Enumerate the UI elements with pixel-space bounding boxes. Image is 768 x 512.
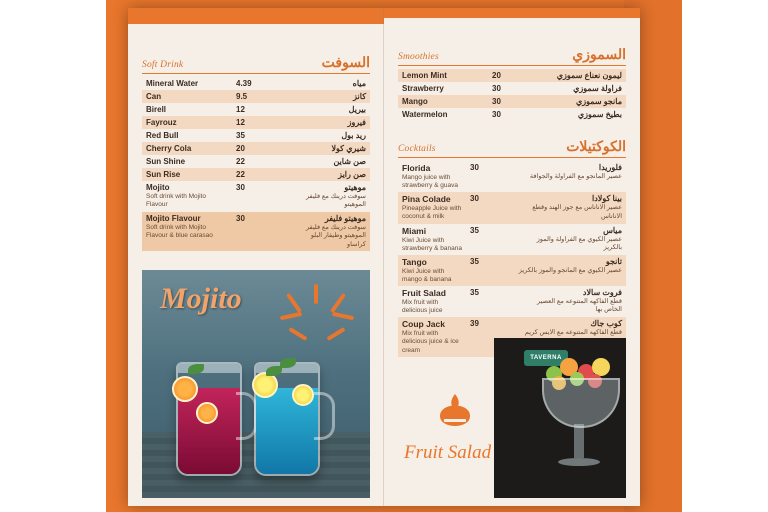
item-price: 35 [466, 255, 514, 286]
table-row [142, 116, 370, 129]
item-name-ar: مياه [352, 79, 366, 88]
item-name: Sun Shine [146, 157, 186, 166]
section-cocktails [398, 138, 626, 357]
table-row [398, 286, 626, 317]
table-row [398, 69, 626, 82]
fruit-salad-glass [542, 354, 616, 482]
smoothies-table [398, 69, 626, 121]
item-description-ar: قطع الفاكهه المتنوعه مع الايس كريم [524, 329, 622, 337]
item-description: Mango juice with strawberry & guava [402, 174, 458, 190]
item-label-ar: تانجو [605, 256, 622, 266]
item-label: Coup Jack [402, 319, 445, 330]
item-name-ar [514, 286, 626, 317]
item-label-ar: بينا كولادا [591, 194, 622, 204]
section-header-soft-drink [142, 54, 370, 74]
item-price: 35 [236, 131, 245, 140]
table-row [142, 181, 370, 212]
item-name-ar: فيروز [286, 116, 370, 129]
item-description: Soft drink with Mojito Flavour [146, 193, 206, 209]
fruit-salad-photo [398, 338, 626, 498]
item-price: 35 [470, 225, 479, 235]
background-band-left [0, 0, 106, 512]
taverna-logo-icon [432, 386, 478, 432]
item-price: 22 [236, 157, 245, 166]
item-label-ar: موهيتو فليفر [324, 213, 366, 223]
table-row [398, 255, 626, 286]
item-name: Lemon Mint [398, 69, 488, 82]
item-price: 30 [488, 95, 542, 108]
item-description-ar: سوفت درينك مع فليفر الموهيتو وطيفار البلو كراساو [305, 223, 366, 248]
item-description: Kiwi Juice with strawberry & banana [402, 236, 462, 252]
item-description-ar: عصير الكيوي مع المانجو والموز بالكريز [518, 266, 622, 274]
item-label: Fruit Salad [402, 288, 446, 298]
item-description-ar: عصير الكيوي مع الفراولة والموز بالكريز [536, 235, 622, 251]
item-name [142, 181, 232, 212]
item-description: Mix fruit with delicious juice & ice cream [402, 330, 459, 354]
section-title-en: Cocktails [398, 144, 436, 154]
item-label-ar: كوب جاك [590, 319, 622, 329]
item-name [398, 161, 466, 192]
item-price: 20 [488, 69, 542, 82]
table-row [398, 192, 626, 223]
section-title-ar: السوفت [321, 54, 370, 70]
item-price: 4.39 [236, 79, 252, 88]
table-row [142, 103, 370, 116]
item-name: Sun Rise [142, 168, 232, 181]
item-price: 39 [466, 317, 514, 356]
glass-stem [574, 424, 584, 458]
item-name: Mango [398, 95, 488, 108]
section-title-en: Smoothies [398, 52, 439, 62]
section-header-smoothies [398, 46, 626, 66]
item-description: Pineapple Juice with coconut & milk [402, 205, 462, 221]
table-row [142, 142, 370, 155]
item-label-ar: مياس [603, 225, 622, 235]
item-label: Tango [402, 256, 427, 267]
item-name [398, 286, 466, 317]
section-title-en: Soft Drink [142, 60, 184, 70]
item-price: 35 [470, 288, 479, 297]
item-name [398, 255, 466, 286]
item-name-ar: صن شاين [333, 157, 366, 166]
item-price: 30 [470, 163, 479, 172]
item-name-ar [514, 224, 626, 255]
item-name: Can [142, 90, 232, 103]
item-name [398, 192, 466, 223]
item-description: Soft drink with Mojito Flavour & blue carasao [146, 223, 213, 239]
item-name-ar: صن رايز [286, 168, 370, 181]
panel-smoothies-cocktails [384, 8, 640, 506]
item-label: Miami [402, 225, 427, 236]
item-label: Mojito Flavour [146, 213, 201, 223]
item-name [142, 212, 232, 251]
item-name: Mineral Water [146, 79, 199, 88]
item-name: Watermelon [402, 110, 448, 119]
item-price: 30 [492, 110, 501, 119]
section-header-cocktails [398, 138, 626, 158]
jar-handle [314, 392, 335, 440]
item-price: 12 [236, 105, 245, 114]
table-row [142, 129, 370, 142]
section-title-ar: الكوكتيلات [566, 138, 626, 154]
item-price: 22 [232, 168, 286, 181]
menu-sheet [128, 8, 640, 506]
item-description-ar: عصير المانجو مع الفراولة والجوافة [529, 173, 622, 180]
item-name-ar: بيريل [348, 105, 366, 114]
item-name [398, 224, 466, 255]
item-price: 20 [232, 142, 286, 155]
item-description-ar: قطع الفاكهه المتنوعه مع العصير الخاص بها [537, 298, 622, 314]
item-label-ar: فلوريدا [598, 163, 622, 172]
item-name-ar [286, 181, 370, 212]
section-soft-drink [142, 54, 370, 251]
table-row [142, 155, 370, 168]
item-name-ar: كانز [286, 90, 370, 103]
glass-bowl [542, 378, 620, 428]
item-description-ar: عصير الاناناس مع جوز الهند وقطع الاناناس [532, 204, 622, 220]
item-description: Kiwi Juice with mango & banana [402, 267, 452, 283]
item-label: Florida [402, 163, 431, 173]
item-price: 30 [232, 212, 286, 251]
item-name: Red Bull [146, 131, 179, 140]
table-row [142, 168, 370, 181]
lemon-slice-icon [292, 384, 314, 406]
item-name: Birell [146, 105, 167, 114]
item-name-ar: ريد بول [341, 131, 366, 140]
orange-slice-icon [172, 376, 198, 402]
item-price: 30 [236, 183, 245, 192]
item-name-ar [514, 161, 626, 192]
table-row [398, 82, 626, 95]
item-label-ar: موهيتو [344, 183, 366, 192]
mojito-title: Mojito [160, 282, 242, 315]
taverna-badge: TAVERNA [524, 350, 568, 366]
item-description-ar: سوفت درينك مع فليفر الموهيتو [305, 193, 366, 209]
item-price: 9.5 [232, 90, 286, 103]
soft-drink-table [142, 77, 370, 251]
table-row [142, 212, 370, 251]
table-row [142, 77, 370, 90]
table-row [142, 90, 370, 103]
item-name-ar: شيري كولا [286, 142, 370, 155]
item-name-ar: فراولة سموزي [573, 84, 622, 93]
item-name-ar [286, 212, 370, 251]
item-name: Strawberry [402, 84, 444, 93]
mojito-photo [142, 270, 370, 498]
section-title-ar: السموزي [572, 46, 626, 62]
item-name-ar [514, 255, 626, 286]
item-description: Mix fruit with delicious juice [402, 299, 443, 315]
table-row [398, 95, 626, 108]
item-label-ar: فروت سالاد [582, 288, 622, 297]
item-price: 30 [492, 84, 501, 93]
cocktails-table [398, 161, 626, 357]
orange-slice-icon [196, 402, 218, 424]
table-row [398, 224, 626, 255]
item-name-ar: بطيخ سموزي [577, 110, 622, 119]
item-label: Mojito [146, 183, 170, 192]
sunburst-icon [278, 284, 358, 358]
item-label: Pina Colade [402, 194, 451, 205]
item-price: 12 [232, 116, 286, 129]
item-name-ar [514, 192, 626, 223]
table-row [398, 108, 626, 121]
item-name-ar: ليمون نعناع سموزي [542, 69, 626, 82]
item-price: 30 [466, 192, 514, 223]
item-name-ar: مانجو سموزي [542, 95, 626, 108]
glass-foot [558, 458, 600, 466]
panel-soft-drinks [128, 8, 384, 506]
fruit-salad-title: Fruit Salad [404, 442, 492, 463]
table-row [398, 161, 626, 192]
item-name: Fayrouz [142, 116, 232, 129]
item-name: Cherry Cola [142, 142, 232, 155]
section-smoothies [398, 46, 626, 121]
background-band-right [682, 0, 768, 512]
